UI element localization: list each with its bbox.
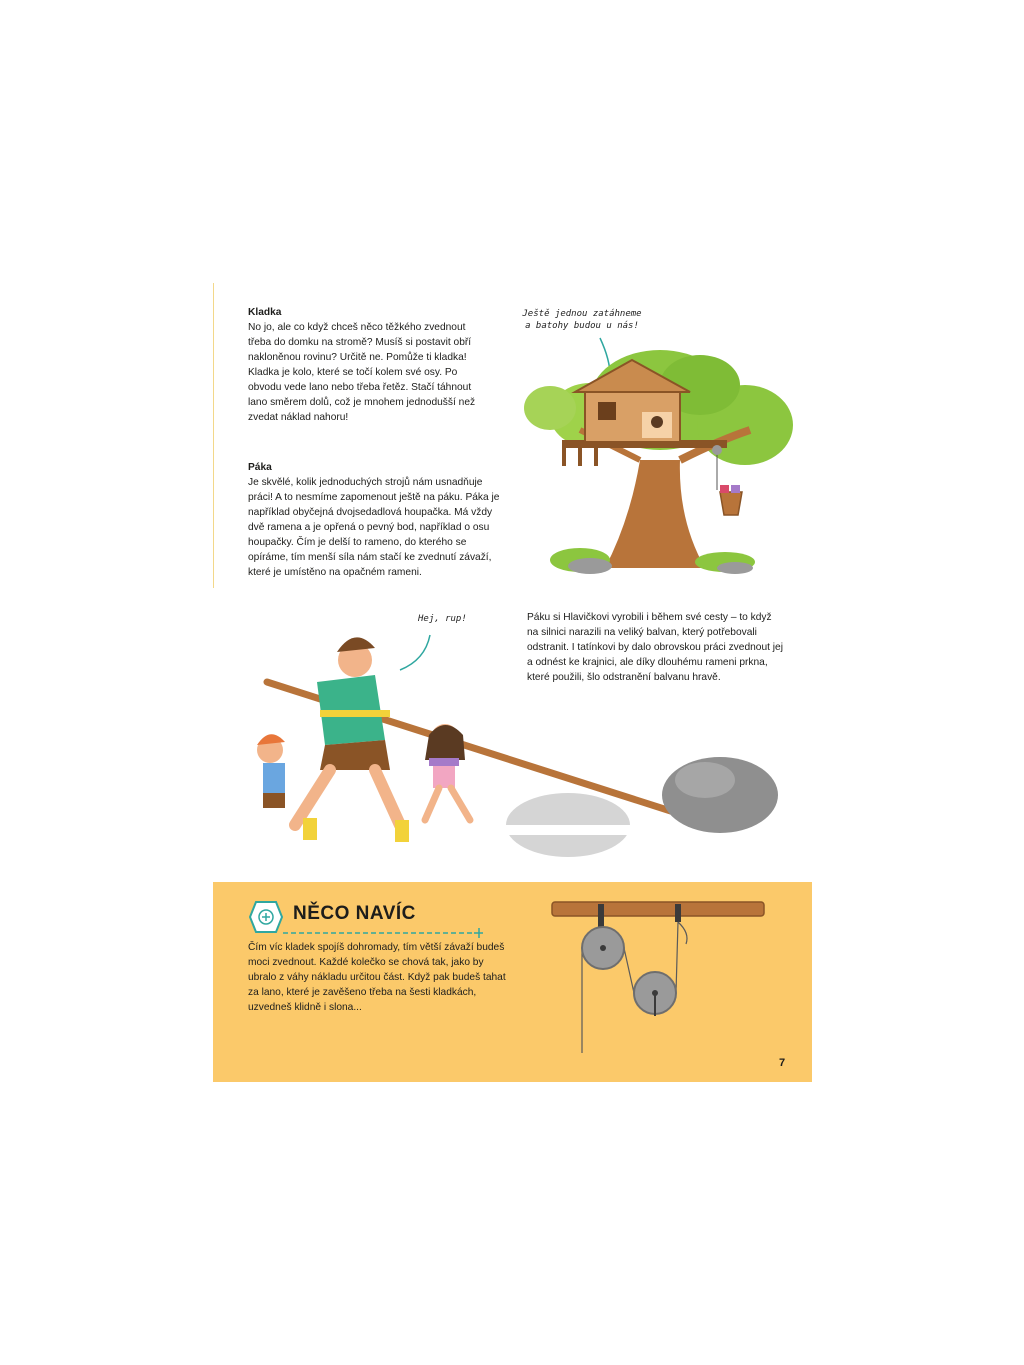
speech-lever: Hej, rup!: [418, 614, 467, 624]
title-underline: [283, 928, 483, 938]
lever-illustration: [225, 620, 805, 860]
section-paka: [248, 460, 506, 580]
plus-badge-icon: [248, 900, 284, 934]
margin-rule: [213, 283, 214, 588]
section-body-hlavickovi: Páku si Hlavičkovi vyrobili i během své cesty – to když na silnici narazili na veliký balvan, který potřebovali odstranit. I tatínkovi by dalo obrovskou práci zvednout jej a odnést ke krajnici, ale díky dlouhému rameni prkna, které použili, šlo odstranění balvanu hravě.: [527, 612, 783, 683]
extra-box-title: NĚCO NAVÍC: [293, 903, 416, 924]
page-number: 7: [779, 1057, 786, 1069]
extra-box-body: Čím víc kladek spojíš dohromady, tím větší závaží budeš moci zvednout. Každé kolečko se chová tak, jako by ubralo z váhy nákladu určitou část. Když pak budeš tahat za lano, které je zavěšeno třeba na šesti kladkách, uzvedneš klidně i slona...: [248, 942, 506, 1013]
speech-treehouse-line1: Ještě jednou zatáhneme: [522, 309, 642, 319]
section-kladka: [248, 305, 488, 425]
section-body-kladka: No jo, ale co když chceš něco těžkého zvednout třeba do domku na stromě? Musíš si postavit obří nakloněnou rovinu? Určitě ne. Pomůže ti kladka! Kladka je kolo, které se točí kolem své osy. Po obvodu vede lano nebo třeba řetěz. Stačí táhnout lano směrem dolů, což je mnohem jednodušší než zvedat náklad nahoru!: [248, 322, 476, 423]
pulley-illustration: [550, 898, 770, 1058]
speech-treehouse-line2: a batohy budou u nás!: [525, 321, 639, 331]
section-heading-kladka: Kladka: [248, 307, 282, 318]
section-body-paka: Je skvělé, kolik jednoduchých strojů nám usnadňuje práci! A to nesmíme zapomenout ještě na páku. Páka je například obyčejná dvojsedadlová houpačka. Má vždy dvě ramena a je opřená o pevný bod, například o osu houpačky. Čím je delší to rameno, do kterého se opíráme, tím menší síla nám stačí ke zvednutí závaží, které je umístěno na opačném rameni.: [248, 477, 500, 578]
speech-treehouse: [522, 308, 642, 332]
treehouse-illustration: [520, 330, 800, 575]
section-heading-paka: Páka: [248, 462, 272, 473]
